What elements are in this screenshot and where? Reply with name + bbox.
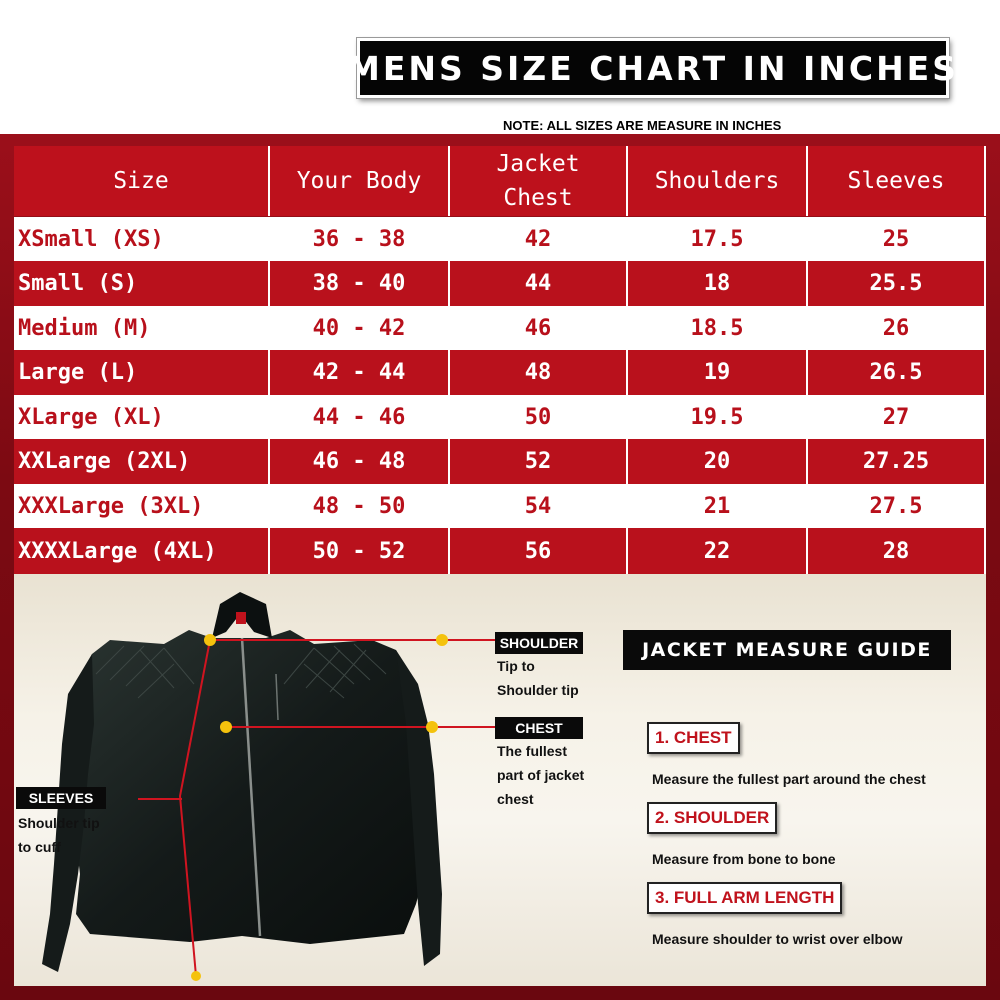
- table-header-row: [14, 146, 986, 216]
- header-your-body: Your Body: [270, 146, 450, 216]
- cell-sleeves: 26: [808, 306, 986, 350]
- cell-chest: 52: [450, 439, 628, 484]
- shoulder-desc: Tip to Shoulder tip: [497, 658, 579, 698]
- cell-size: XXLarge (2XL): [14, 439, 270, 484]
- cell-sleeves: 27.5: [808, 484, 986, 528]
- table-row: [14, 528, 986, 574]
- step-arm-length-desc: Measure shoulder to wrist over elbow: [652, 931, 903, 947]
- header-shoulders: Shoulders: [628, 146, 808, 216]
- cell-body: 44 - 46: [270, 395, 450, 439]
- measure-guide-title: JACKET MEASURE GUIDE: [623, 630, 951, 670]
- cell-sleeves: 28: [808, 528, 986, 574]
- cell-sleeves: 25: [808, 217, 986, 261]
- step-chest-label: 1. CHEST: [647, 722, 740, 754]
- cell-chest: 42: [450, 217, 628, 261]
- chest-desc: The fullest part of jacket chest: [497, 743, 585, 807]
- header-size: Size: [14, 146, 270, 216]
- cell-shoulders: 18.5: [628, 306, 808, 350]
- cell-chest: 50: [450, 395, 628, 439]
- cell-chest: 46: [450, 306, 628, 350]
- table-row: [14, 261, 986, 306]
- table-row: [14, 395, 986, 439]
- cell-shoulders: 19.5: [628, 395, 808, 439]
- cell-size: Medium (M): [14, 306, 270, 350]
- cell-size: Large (L): [14, 350, 270, 395]
- chest-label: CHEST: [495, 717, 583, 739]
- cell-size: Small (S): [14, 261, 270, 306]
- table-row: [14, 350, 986, 395]
- units-note: NOTE: ALL SIZES ARE MEASURE IN INCHES: [503, 118, 782, 133]
- cell-chest: 48: [450, 350, 628, 395]
- shoulder-left-dot: [204, 634, 216, 646]
- cell-shoulders: 17.5: [628, 217, 808, 261]
- cell-shoulders: 20: [628, 439, 808, 484]
- step-chest-desc: Measure the fullest part around the chest: [652, 771, 926, 787]
- step-shoulder-desc: Measure from bone to bone: [652, 851, 836, 867]
- cell-chest: 56: [450, 528, 628, 574]
- shoulder-right-dot: [436, 634, 448, 646]
- cell-chest: 54: [450, 484, 628, 528]
- cell-shoulders: 22: [628, 528, 808, 574]
- cell-sleeves: 27.25: [808, 439, 986, 484]
- cell-body: 36 - 38: [270, 217, 450, 261]
- logo-icon: [236, 612, 246, 624]
- cell-shoulders: 18: [628, 261, 808, 306]
- cell-size: XXXLarge (3XL): [14, 484, 270, 528]
- table-row: [14, 484, 986, 528]
- jacket-illustration: [14, 574, 534, 986]
- cell-shoulders: 21: [628, 484, 808, 528]
- table-row: [14, 306, 986, 350]
- size-table: [14, 146, 986, 574]
- header-sleeves: Sleeves: [808, 146, 986, 216]
- cell-sleeves: 25.5: [808, 261, 986, 306]
- step-arm-length-label: 3. FULL ARM LENGTH: [647, 882, 842, 914]
- cell-size: XLarge (XL): [14, 395, 270, 439]
- page-title: MENS SIZE CHART IN INCHES: [347, 48, 959, 88]
- cell-body: 40 - 42: [270, 306, 450, 350]
- cell-body: 38 - 40: [270, 261, 450, 306]
- cell-size: XXXXLarge (4XL): [14, 528, 270, 574]
- header-jacket-chest: Jacket Chest: [450, 146, 628, 216]
- cell-shoulders: 19: [628, 350, 808, 395]
- cell-body: 50 - 52: [270, 528, 450, 574]
- chest-right-dot: [426, 721, 438, 733]
- cell-sleeves: 27: [808, 395, 986, 439]
- step-shoulder-label: 2. SHOULDER: [647, 802, 777, 834]
- cell-body: 42 - 44: [270, 350, 450, 395]
- cuff-dot: [191, 971, 201, 981]
- cell-body: 48 - 50: [270, 484, 450, 528]
- sleeves-label: SLEEVES: [16, 787, 106, 809]
- chest-left-dot: [220, 721, 232, 733]
- cell-size: XSmall (XS): [14, 217, 270, 261]
- shoulder-label: SHOULDER: [495, 632, 583, 654]
- page-title-box: [347, 38, 959, 98]
- table-row: [14, 439, 986, 484]
- cell-body: 46 - 48: [270, 439, 450, 484]
- cell-chest: 44: [450, 261, 628, 306]
- table-row: [14, 217, 986, 261]
- sleeves-desc: Shoulder tip to cuff: [18, 815, 100, 855]
- cell-sleeves: 26.5: [808, 350, 986, 395]
